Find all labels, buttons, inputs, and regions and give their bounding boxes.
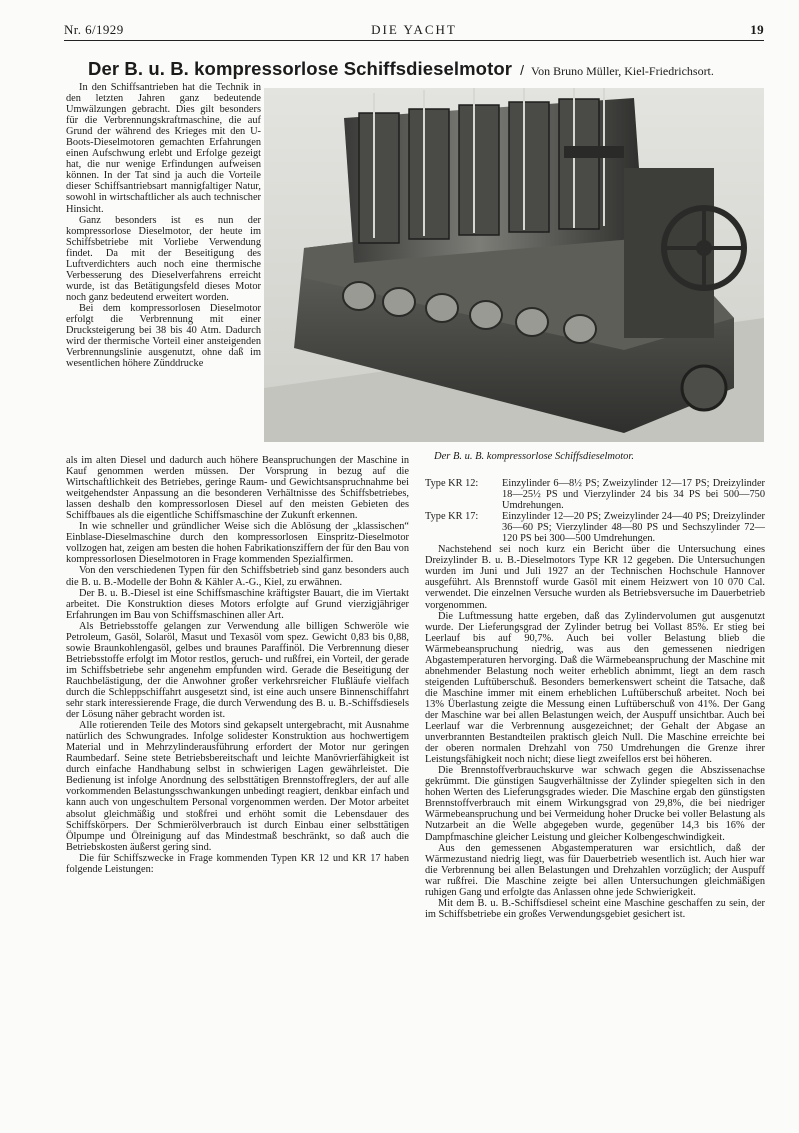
paragraph: Aus den gemessenen Abgastemperaturen war ersichtlich, daß der Wärmezustand niedrig liegt, was für Dauerbetrieb wesentlich ist. Auch hier war die Verbrennung bei allen Belastungen und Drehzahlen vorzüglich; der Auspuff war rußfrei. Die Maschine zeigte bei allen Untersuchungen gleichmäßigen ruhigen Gang und erfolgte das Anlassen ohne jede Schwierigkeit. [425, 842, 765, 898]
type-specs: Einzylinder 12—20 PS; Zweizylinder 24—40 PS; Dreizylinder 36—60 PS; Vierzylinder 48—80 PS und Sechszylinder 72—120 PS bei 300—500 Umdrehungen. [502, 511, 765, 545]
paragraph: Alle rotierenden Teile des Motors sind gekapselt untergebracht, mit Ausnahme natürlich des Schwungrades. Infolge solidester Konstruktion aus hochwertigem Material und in Mehrzylinderausführung erfordert der Motor nur geringen Raumbedarf. Seine stete Betriebsbereitschaft und leichte Manövrierfähigkeit ist durch einfache Handhabung selbst in schwierigen Lagen gewährleistet. Die Bedienung ist infolge Anordnung des selbsttätigen Brennstoffreglers, der auf alle vorkommenden Belastungsschwankungen unbedingt reagiert, denkbar einfach und kann auch von ungeschultem Personal vorgenommen werden. Der Motor arbeitet absolut gleichmäßig und stoßfrei und erhöht somit die Lebensdauer des Schiffskörpers. Der Schmierölverbrauch ist durch Einbau einer selbsttätigen Ölpumpe und Ölreinigung auf das Mindestmaß beschränkt, so daß auch die Betriebskosten äußerst gering sind. [66, 720, 409, 853]
type-label: Type KR 12: [425, 478, 479, 489]
type-row [425, 478, 765, 511]
paragraph: In den Schiffsantrieben hat die Technik in den letzten Jahren ganz bedeutende Umwälzungen gebracht. Dies gilt besonders für die Verbrennungskraftmaschine, die auf Grund der während des Krieges mit den U-Boots-Dieselmotoren gemachten Erfahrungen einen Aufschwung erlebt und Erfolge gezeigt hat, die nur wenige Erfindungen aufweisen können. In der Tat sind ja auch die Vorteile dieser Schiffsantriebsart mannigfaltiger Natur, sowohl in wirtschaftlicher als auch technischer Hinsicht. [66, 82, 261, 215]
title-separator: / [520, 62, 524, 78]
paragraph: Als Betriebsstoffe gelangen zur Verwendung alle billigen Schweröle wie Petroleum, Gasöl, Solaröl, Masut und Texasöl vom spez. Gewicht 0,83 bis 0,88, sowie Braunkohlengasöl, gelbes und braunes Paraffinöl. Die Verbrennung dieser Betriebsstoffe erfolgt im Motor restlos, geruch- und rußfrei, ein Vorteil, der gerade im Schiffsbetriebe sehr angenehm empfunden wird. Gerade die Beseitigung der Rauchbelästigung, der die Anwohner großer verkehrsreicher Flußläufe vielfach durch die Schleppschiffahrt ausgesetzt sind, ist eine auch unsere Binnenschiffahrt sehr stark interessierende Frage, die durch Verwendung des B. u. B.-Schiffsdiesels der Lösung näher gebracht worden ist. [66, 620, 409, 721]
text-column-right [425, 478, 765, 920]
figure-caption: Der B. u. B. kompressorlose Schiffsdieselmotor. [434, 451, 634, 462]
article-heading [88, 58, 778, 80]
paragraph: Die für Schiffszwecke in Frage kommenden Typen KR 12 und KR 17 haben folgende Leistungen: [66, 852, 409, 875]
paragraph: Ganz besonders ist es nun der kompressorlose Dieselmotor, der heute im Schiffsbetriebe mit Vorliebe Verwendung findet. Da mit der Beseitigung des Luftverdichters auch noch eine thermische Verbesserung des Dieselverfahrens erreicht wurde, ist das Betätigungsfeld dieses Motor noch ganz bedeutend erweitert worden. [66, 214, 261, 303]
paragraph: Bei dem kompressorlosen Dieselmotor erfolgt die Verbrennung mit einer Drucksteigerung bei 38 bis 40 Atm. Dadurch wird der thermische Vorteil einer ansteigenden Verbrennungslinie ausgenutzt, ohne daß im wesentlichen höhere Zünddrucke [66, 302, 261, 370]
paragraph: Mit dem B. u. B.-Schiffsdiesel scheint eine Maschine geschaffen zu sein, der im Schiffsbetriebe ein großes Verwendungsgebiet gesichert ist. [425, 897, 765, 920]
paragraph: In wie schneller und gründlicher Weise sich die Ablösung der „klassischen“ Einblase-Dieselmaschine durch den kompressorlosen Einspritz-Dieselmotor vollzogen hat, zeigen am besten die hohen Fabrikationsziffern der für den Bau von kompressorlosen Dieselmotoren in Frage kommenden Spezialfirmen. [66, 521, 409, 566]
type-list [425, 478, 765, 544]
article-title: Der B. u. B. kompressorlose Schiffsdieselmotor [88, 58, 513, 79]
paragraph: als im alten Diesel und dadurch auch höhere Beanspruchungen der Maschine in Kauf genommen werden müssen. Der Vorsprung in bezug auf die Wirtschaftlichkeit des Betriebes, geringe Raum- und Gewichtsanspruchnahme bei weitgehendster Anpassung an die besonderen Verhältnisse des Schiffsbetriebes, lassen deshalb den kompressorlosen Diesel auf den meisten Gebieten des Schiffbaues als die eigentliche Schiffsmaschine der Zukunft erkennen. [66, 455, 409, 522]
type-row [425, 511, 765, 544]
paragraph: Die Brennstoffverbrauchskurve war schwach gegen die Abszissenachse gekrümmt. Die günstigen Saugverhältnisse der Zylinder spiegelten sich in den hohen Werten des Lieferungsgrades wieder. Die Maschine ergab den günstigsten Brennstoffverbrauch mit einem Wirkungsgrad von 29,8%, die bei niedriger Wärmebeanspruchung und bei Vermeidung hoher Drucke bei voller Belastung als Nutzarbeit an die Welle abgegeben wurde, gegenüber 14,3 bis 16% der Dampfmaschine gleicher Leistung und gleicher Kolbengeschwindigkeit. [425, 765, 765, 843]
header-rule [64, 40, 764, 41]
issue-number: Nr. 6/1929 [64, 22, 124, 37]
article-author: Von Bruno Müller, Kiel-Friedrichsort. [530, 64, 714, 78]
type-label: Type KR 17: [425, 511, 479, 523]
type-specs: Einzylinder 6—8½ PS; Zweizylinder 12—17 PS; Dreizylinder 18—25½ PS und Vierzylinder 24 bis 34 PS bei 500—750 Umdrehungen. [502, 478, 765, 512]
page-number: 19 [750, 22, 764, 37]
magazine-title: DIE YACHT [371, 22, 457, 37]
paragraph: Die Luftmessung hatte ergeben, daß das Zylindervolumen gut ausgenutzt wurde. Der Lieferungsgrad der Zylinder betrug bei Vollast 85%. Er stieg bei Leerlauf bis auf 90,7%. Auch bei voller Belastung blieb die Wärmebeanspruchung niedrig, was aus den gemessenen niedrigen Abgastemperaturen hervorging. Daß die Wärmebeanspruchung der Maschine mit abnehmender Belastung noch weiter erheblich abnimmt, liegt an dem rasch steigenden Luftüberschuß. Besonders bemerkenswert scheint die Tatsache, daß die Maschine immer mit einem erheblichen Luftüberschuß arbeitet. Noch bei 13% Überlastung zeigte die Messung einen Luftüberschuß von 41%. Der Gang der Maschine war bei allen Belastungen weich, der Auspuff unsichtbar. Auch bei Leerlauf war die Verbrennung ausgezeichnet; der Gehalt der Abgase an unverbrannten Bestandteilen praktisch gleich Null. Die Maschine erreichte bei der oberen normalen Drehzahl von 750 Umdrehungen die Grenze ihrer Leistungsfähigkeit noch nicht; diese liegt zweifellos erst bei höheren. [425, 610, 765, 766]
diesel-engine-photo-icon [264, 88, 764, 442]
paragraph: Von den verschiedenen Typen für den Schiffsbetrieb sind ganz besonders auch die B. u. B.-Modelle der Bohn & Kähler A.-G., Kiel, zu erwähnen. [66, 565, 409, 588]
paragraph: Nachstehend sei noch kurz ein Bericht über die Untersuchung eines Dreizylinder B. u. B.-Dieselmotors Type KR 12 gegeben. Die Untersuchungen wurden im Juni und Juli 1927 an der Technischen Hochschule Hannover ausgeführt. Als Brennstoff wurde Gasöl mit einem Heizwert von 10 070 Cal. verwendet. Die einzelnen Versuche wurden als Betriebsversuche im Dauerbetrieb vorgenommen. [425, 544, 765, 611]
paragraph: Der B. u. B.-Diesel ist eine Schiffsmaschine kräftigster Bauart, die im Viertakt arbeitet. Die Konstruktion dieses Motors erfolgte auf Grund vierzigjähriger Erfahrungen im Bau von Schiffsmaschinen aller Art. [66, 587, 409, 621]
running-header [64, 22, 764, 40]
text-column-left-upper [66, 82, 261, 369]
text-column-left-lower [66, 455, 409, 875]
report-text [425, 544, 765, 920]
